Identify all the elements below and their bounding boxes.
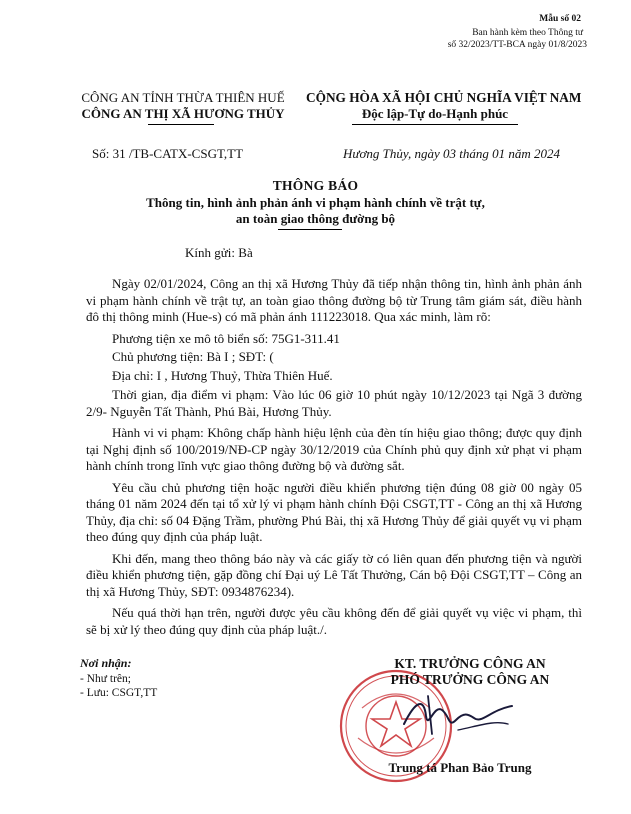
document-number: Số: 31 /TB-CATX-CSGT,TT [92, 146, 244, 161]
form-note-line2: số 32/2023/TT-BCA ngày 01/8/2023 [447, 40, 587, 50]
paragraph-address: Địa chỉ: I , Hương Thuỷ, Thừa Thiên Huế. [112, 367, 333, 383]
agency-parent: CÔNG AN TỈNH THỪA THIÊN HUẾ [81, 90, 285, 105]
paragraph-request: Yêu cầu chủ phương tiện hoặc người điều khiển phương tiện đúng 08 giờ 00 ngày 05 tháng 01 năm 2024 đến tại tổ xử lý vi phạm hành chính Đội CSGT,TT - Công an thị xã Hương Thủy, địa chỉ: số 04 Đặng Trầm, phường Phú Bài, thị xã Hương Thủy để giải quyết vụ vi phạm theo đúng quy định của pháp luật. [86, 479, 582, 544]
signature-title-line1: KT. TRƯỞNG CÔNG AN [394, 656, 546, 671]
form-note-line1: Ban hành kèm theo Thông tư [472, 28, 583, 38]
place-date: Hương Thủy, ngày 03 tháng 01 năm 2024 [343, 146, 560, 161]
signer-name: Trung tá Phan Bảo Trung [388, 760, 532, 775]
title-underline [278, 229, 342, 230]
document-body [86, 276, 582, 643]
recipient-item: - Như trên; [80, 673, 131, 685]
paragraph-intro: Ngày 02/01/2024, Công an thị xã Hương Thủy đã tiếp nhận thông tin, hình ảnh phản ánh vi phạm hành chính về trật tự, an toàn giao thông đường bộ từ Trung tâm giám sát, điều hành đô thị thông minh (Hue-s) có mã phản ánh 111223018. Qua xác minh, làm rõ: [86, 276, 582, 324]
agency-underline [148, 124, 214, 125]
paragraph-vehicle: Phương tiện xe mô tô biển số: 75G1-311.41 [112, 330, 340, 346]
paragraph-time-place: Thời gian, địa điểm vi phạm: Vào lúc 06 giờ 10 phút ngày 10/12/2023 tại Ngã 3 đường 2/9- Nguyễn Tất Thành, Phú Bài, Hương Thủy. [86, 387, 582, 419]
paragraph-violation: Hành vi vi phạm: Không chấp hành hiệu lệnh của đèn tín hiệu giao thông; được quy định tại Nghị định số 100/2019/NĐ-CP ngày 30/12/2019 của Chính phủ quy định xử phạt vi phạm hành chính trong lĩnh vực giao thông đường bộ và đường sắt. [86, 425, 582, 473]
agency-name: CÔNG AN THỊ XÃ HƯƠNG THỦY [81, 106, 285, 121]
recipients-label: Nơi nhận: [80, 656, 132, 670]
motto-underline [352, 124, 518, 125]
recipient-item: - Lưu: CSGT,TT [80, 687, 158, 699]
greeting: Kính gửi: Bà [185, 245, 253, 260]
paragraph-overdue: Nếu quá thời hạn trên, người được yêu cầu không đến để giải quyết vụ việc vi phạm, thì sẽ bị xử lý theo đúng quy định của pháp luật./. [86, 605, 582, 637]
nation-motto: Độc lập-Tự do-Hạnh phúc [361, 106, 509, 121]
paragraph-owner: Chủ phương tiện: Bà I ; SĐT: ( [112, 349, 274, 364]
document-subtitle-line1: Thông tin, hình ảnh phản ánh vi phạm hành chính về trật tự, [146, 195, 485, 210]
document-title: THÔNG BÁO [272, 178, 359, 193]
signature-title-line2: PHÓ TRƯỞNG CÔNG AN [390, 672, 550, 687]
handwritten-signature-icon [398, 690, 518, 740]
form-number: Mẫu số 02 [539, 14, 581, 24]
paragraph-bring: Khi đến, mang theo thông báo này và các giấy tờ có liên quan đến phương tiện và người điều khiển phương tiện, gặp đồng chí Đại uý Lê Tất Thưởng, Cán bộ Đội CSGT,TT – Công an thị xã Hương Thủy, SĐT: 0934876234). [86, 550, 582, 599]
nation-name: CỘNG HÒA XÃ HỘI CHỦ NGHĨA VIỆT NAM [306, 90, 582, 105]
document-subtitle-line2: an toàn giao thông đường bộ [235, 211, 396, 226]
